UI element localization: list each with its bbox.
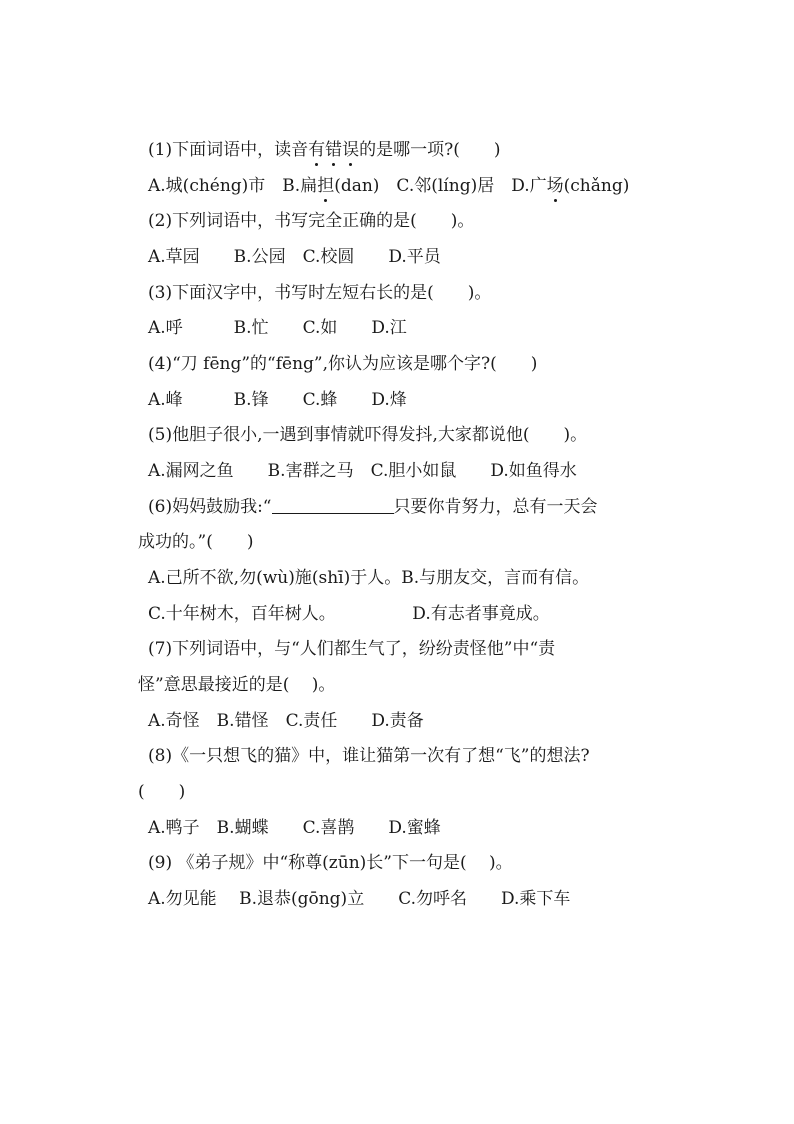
q8-stem: (8)《一只想飞的猫》中，谁让猫第一次有了想“飞”的想法?	[148, 746, 590, 766]
emphasis-dot-char: 有	[308, 140, 326, 160]
q6-stem: (6)妈妈鼓励我:“ 只要你肯努力，总有一天会	[148, 497, 598, 517]
q5-options: A.漏网之鱼 B.害群之马 C.胆小如鼠 D.如鱼得水	[148, 461, 577, 481]
q7-stem-cont: 怪”意思最接近的是( )。	[138, 675, 336, 695]
q2-stem: (2)下列词语中，书写完全正确的是( )。	[148, 211, 475, 231]
q7-options: A.奇怪 B.错怪 C.责任 D.责备	[148, 711, 424, 731]
emphasis-dot-char: 担	[317, 176, 335, 196]
emphasis-dot-char: 场	[546, 176, 564, 196]
q4-options: A.峰 B.锋 C.蜂 D.烽	[148, 390, 407, 410]
q1-stem: (1)下面词语中，读音有错误的是哪一项?( )	[148, 140, 501, 160]
q7-stem: (7)下列词语中，与“人们都生气了，纷纷责怪他”中“责	[148, 639, 556, 659]
emphasis-dot-char: 误	[342, 140, 360, 160]
q9-options: A.勿见能 B.退恭(gōng)立 C.勿呼名 D.乘下车	[148, 889, 571, 909]
q6-stem-cont: 成功的。”( )	[138, 532, 254, 552]
q3-stem: (3)下面汉字中，书写时左短右长的是( )。	[148, 283, 492, 303]
q1-options: A.城(chéng)市 B.扁担(dan) C.邻(líng)居 D.广场(chǎng)	[148, 176, 630, 196]
emphasis-dot-char: 错	[325, 140, 343, 160]
q9-stem: (9) 《弟子规》中“称尊(zūn)长”下一句是( )。	[148, 853, 513, 873]
answer-blank[interactable]	[272, 497, 394, 514]
q8-options: A.鸭子 B.蝴蝶 C.喜鹊 D.蜜蜂	[148, 818, 441, 838]
q5-stem: (5)他胆子很小,一遇到事情就吓得发抖,大家都说他( )。	[148, 425, 588, 445]
q6-options-line1: A.己所不欲,勿(wù)施(shī)于人。B.与朋友交，言而有信。	[148, 568, 590, 588]
q8-stem-cont: ( )	[138, 782, 186, 802]
q3-options: A.呼 B.忙 C.如 D.江	[148, 318, 407, 338]
q4-stem: (4)“刀 fēng”的“fēng”,你认为应该是哪个字?( )	[148, 354, 538, 374]
q2-options: A.草园 B.公园 C.校圆 D.平员	[148, 247, 441, 267]
q6-options-line2: C.十年树木，百年树人。 D.有志者事竟成。	[148, 604, 550, 624]
